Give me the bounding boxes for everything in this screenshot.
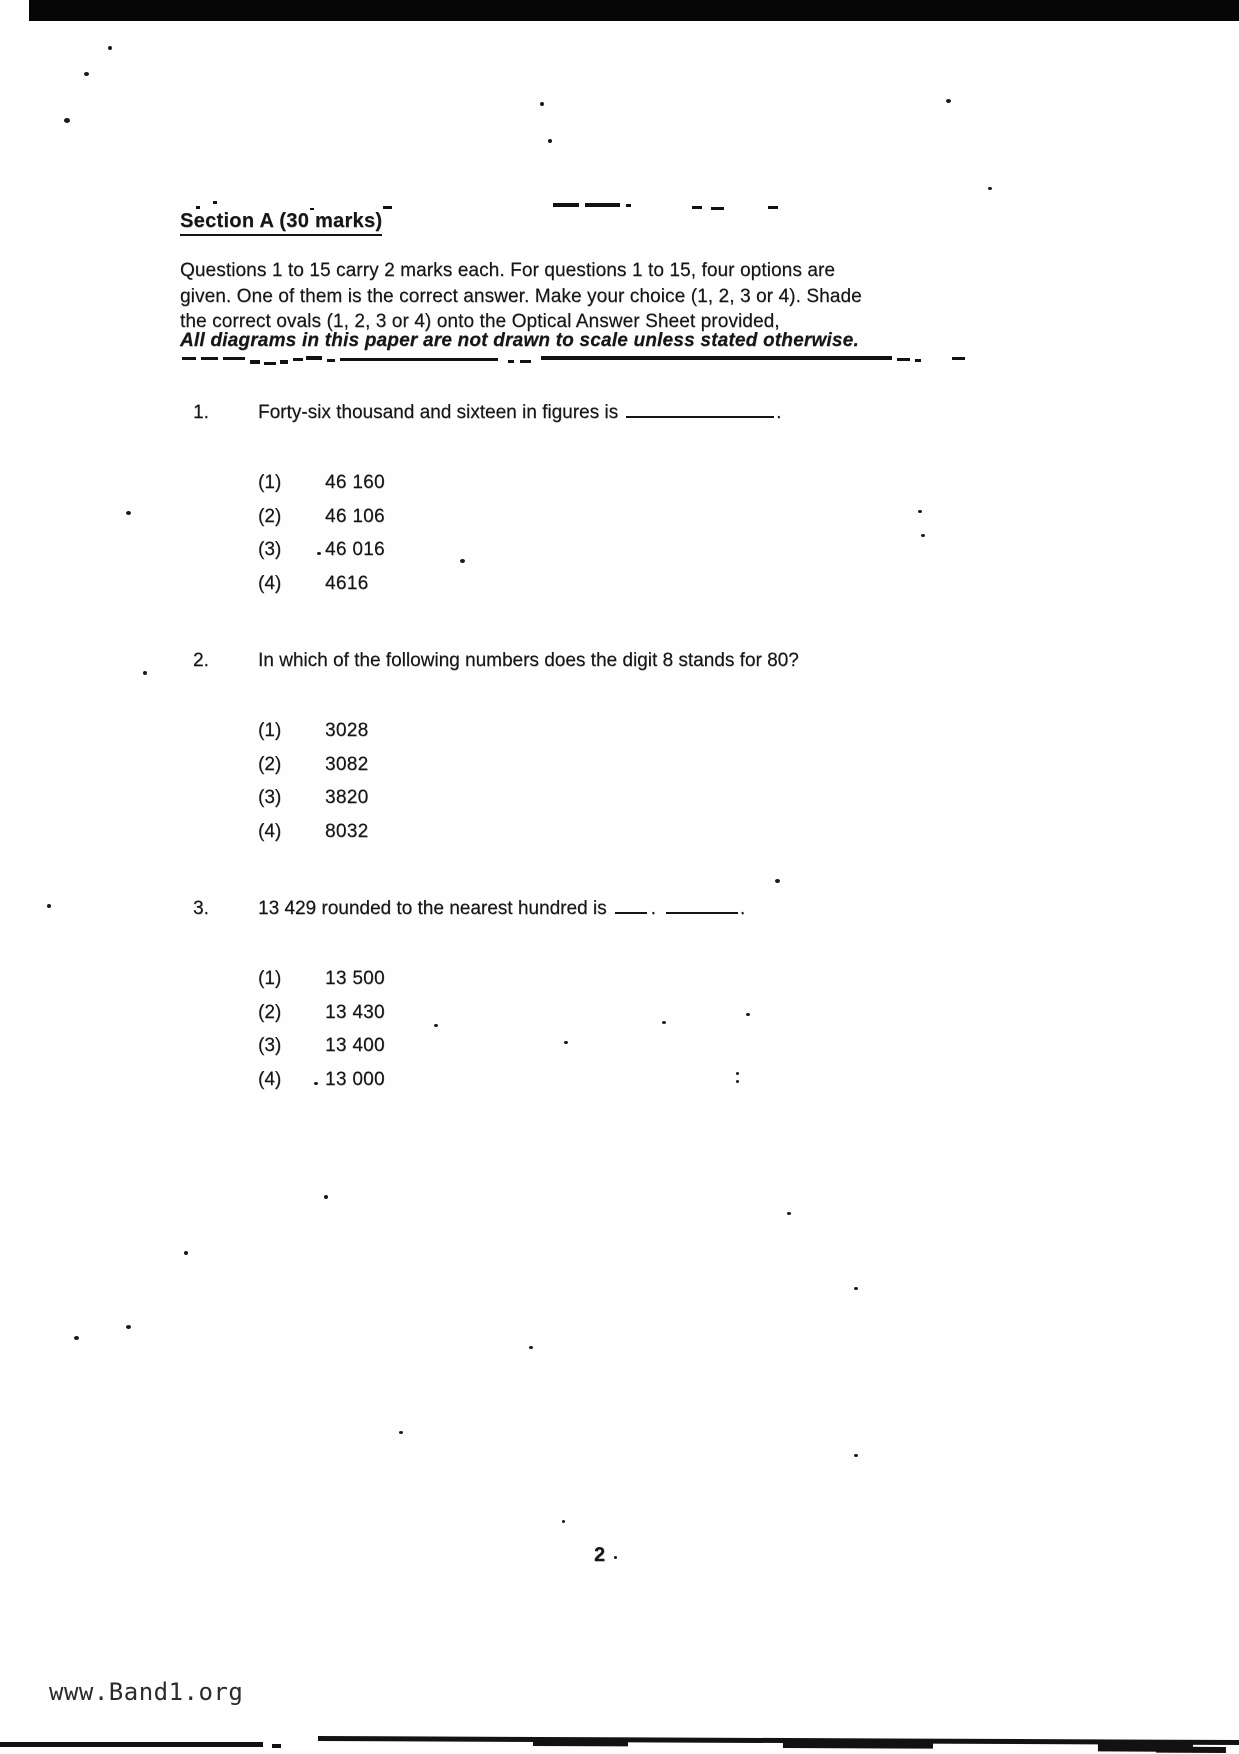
scan-speck (529, 1346, 533, 1349)
rule-segment (264, 362, 276, 365)
instructions-line: the correct ovals (1, 2, 3 or 4) onto the Optical Answer Sheet provided, (180, 311, 780, 332)
scan-line-blob (1156, 1747, 1226, 1753)
scan-speck (324, 1195, 328, 1199)
scan-speck (399, 1431, 403, 1434)
question-head (193, 896, 1139, 922)
question-3 (193, 896, 1139, 1094)
scan-speck (126, 511, 131, 515)
option-label: (1) (258, 720, 282, 741)
scan-speck (614, 1556, 617, 1559)
option-value: 13 430 (325, 1001, 385, 1023)
watermark-url: www.Band1.org (49, 1678, 244, 1706)
option-value: 3820 (325, 787, 369, 808)
instructions-line: Questions 1 to 15 carry 2 marks each. For questions 1 to 15, four options are (180, 260, 836, 281)
rule-segment (508, 360, 514, 363)
option-label: (4) (258, 1068, 282, 1090)
option-row (258, 1069, 1139, 1094)
option-row (258, 754, 1139, 779)
option-row (258, 506, 1139, 531)
option-value: 4616 (325, 572, 369, 594)
question-text-body: 13 429 rounded to the nearest hundred is (258, 898, 607, 919)
scan-speck (918, 510, 922, 513)
rule-segment (915, 359, 921, 362)
scan-speck (74, 1336, 79, 1340)
scan-artifact-topbar (29, 0, 1239, 21)
question-text (258, 896, 1139, 922)
option-value: 13 000 (325, 1068, 385, 1090)
option-value: 46 106 (325, 505, 385, 527)
question-end-punct: . (776, 402, 782, 423)
options-list (258, 472, 1139, 598)
scan-speck (746, 1013, 750, 1016)
option-row (258, 472, 1139, 497)
question-end-punct: . (739, 898, 746, 919)
rule-segment (541, 356, 892, 360)
question-number: 3. (193, 898, 209, 919)
question-text-body: In which of the following numbers does the digit 8 stands for 80? (258, 650, 799, 671)
option-label: (2) (258, 505, 282, 527)
option-label: (2) (258, 1001, 282, 1023)
scan-speck (47, 904, 51, 908)
rule-segment (250, 360, 260, 364)
option-label: (3) (258, 539, 282, 560)
option-value: 13 500 (325, 968, 385, 989)
option-label: (1) (258, 472, 282, 493)
question-1 (193, 400, 1139, 598)
option-label: (3) (258, 1035, 282, 1056)
scan-line-blob (533, 1738, 628, 1746)
scan-speck (854, 1454, 858, 1457)
scan-speck (460, 559, 465, 563)
scan-speck (84, 72, 89, 76)
scan-speck (143, 671, 147, 675)
scan-speck (787, 1212, 791, 1215)
scan-speck (108, 46, 112, 50)
option-label: (4) (258, 820, 282, 842)
option-row (258, 539, 1139, 564)
rule-segment (201, 357, 218, 360)
option-row (258, 968, 1139, 993)
option-value: 46 160 (325, 472, 385, 493)
scan-speck (988, 187, 992, 190)
rule-segment (952, 357, 965, 360)
scan-line-blob (783, 1740, 933, 1749)
question-text-body: Forty-six thousand and sixteen in figures is (258, 402, 619, 423)
question-number: 1. (193, 402, 209, 423)
scan-dash (585, 203, 620, 207)
answer-blank (615, 897, 647, 914)
scan-speck (540, 102, 544, 106)
scan-speck (662, 1021, 666, 1024)
question-head (193, 648, 1139, 674)
option-row (258, 1035, 1139, 1060)
scan-speck (564, 1041, 568, 1044)
option-row (258, 787, 1139, 812)
page-number: 2 (594, 1544, 606, 1566)
option-label: (3) (258, 787, 282, 808)
scan-speck (946, 99, 951, 103)
scan-speck (736, 1080, 739, 1083)
question-number: 2. (193, 650, 209, 671)
option-row (258, 573, 1139, 598)
diagram-scale-note: All diagrams in this paper are not drawn to scale unless stated otherwise. (180, 330, 859, 351)
rule-segment (520, 360, 531, 363)
option-label: (2) (258, 753, 282, 775)
scan-speck (854, 1287, 858, 1290)
question-text (258, 400, 1139, 426)
scan-line-sloped (318, 1736, 1239, 1754)
scan-speck (736, 1072, 739, 1075)
scan-dash (711, 207, 724, 210)
scan-dash (196, 206, 200, 209)
option-value: 13 400 (325, 1035, 385, 1056)
rule-segment (293, 358, 303, 361)
scan-speck (126, 1325, 131, 1329)
scan-speck (548, 139, 552, 143)
question-2 (193, 648, 1139, 846)
scan-speck (184, 1251, 188, 1255)
option-row (258, 1002, 1139, 1027)
options-list (258, 720, 1139, 846)
scan-speck (562, 1520, 565, 1523)
rule-segment (223, 357, 245, 360)
option-row (258, 821, 1139, 846)
scan-line-segment (272, 1744, 281, 1748)
instructions-line: given. One of them is the correct answer. Make your choice (1, 2, 3 or 4). Shade (180, 285, 862, 307)
rule-segment (306, 356, 322, 360)
scan-dash (213, 201, 217, 204)
options-list (258, 968, 1139, 1094)
scan-line-segment (0, 1742, 263, 1747)
scan-speck (921, 534, 925, 537)
rule-segment (280, 360, 288, 364)
scan-dash (626, 204, 631, 207)
option-value: 3028 (325, 720, 369, 741)
scan-dash (768, 206, 778, 209)
scan-dash (383, 206, 392, 209)
option-label: (4) (258, 572, 282, 594)
answer-blank (666, 897, 738, 914)
section-instructions (180, 258, 900, 335)
blank-mid-dot: . (650, 898, 656, 919)
rule-segment (182, 357, 196, 360)
scan-speck (434, 1024, 438, 1027)
option-row (258, 720, 1139, 745)
rule-segment (340, 358, 498, 361)
scan-speck (317, 552, 321, 555)
rule-segment (327, 359, 335, 362)
section-heading: Section A (30 marks) (180, 210, 382, 236)
scan-dash (553, 203, 579, 207)
rule-segment (897, 358, 910, 361)
scan-speck (314, 1082, 318, 1085)
option-value: 8032 (325, 820, 369, 842)
option-value: 3082 (325, 753, 369, 775)
question-text (258, 648, 1139, 674)
answer-blank (626, 401, 774, 418)
scan-speck (64, 118, 70, 123)
scan-speck (775, 879, 780, 883)
option-value: 46 016 (325, 539, 385, 560)
scan-dash (692, 206, 702, 209)
option-label: (1) (258, 968, 282, 989)
question-head (193, 400, 1139, 426)
